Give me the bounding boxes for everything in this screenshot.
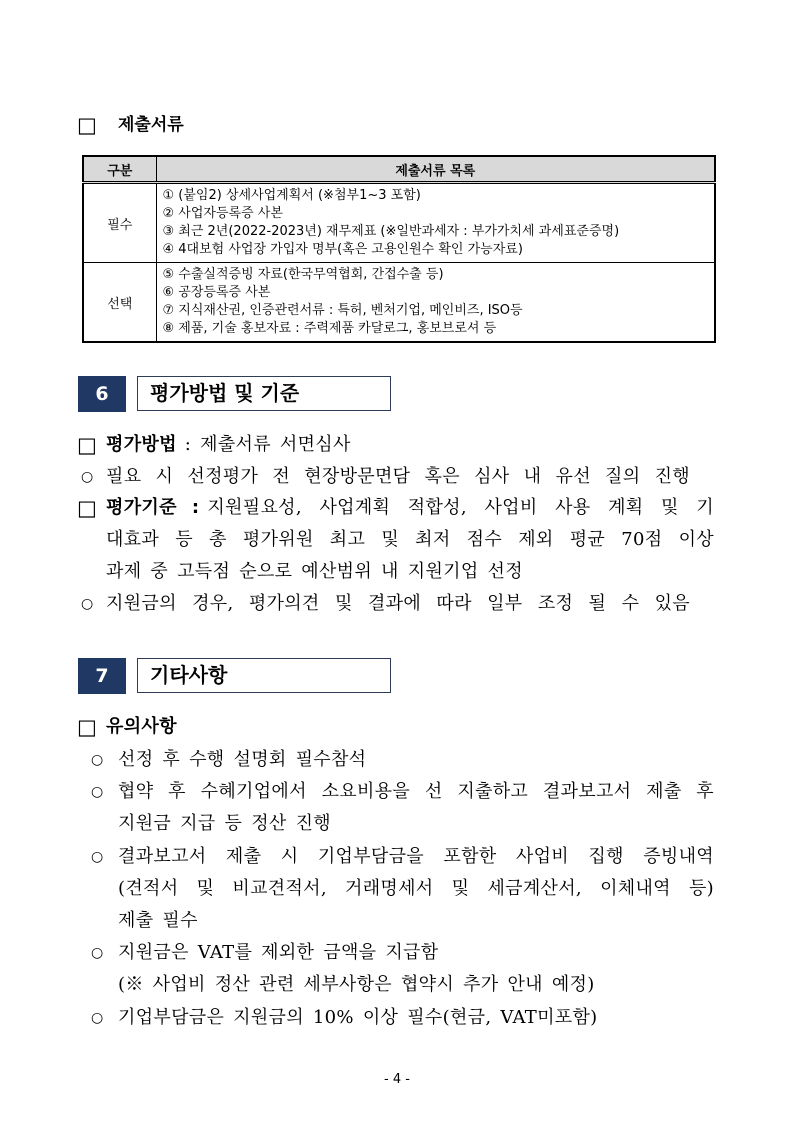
circle-bullet-icon: ○ (91, 849, 104, 865)
list-item: ③ 최근 2년(2022-2023년) 재무제표 (※일반과세자 : 부가가치세 과세표준증명) (162, 224, 620, 239)
evaluation-method-line (106, 433, 351, 457)
evaluation-criteria-line (106, 496, 714, 520)
evaluation-criteria-line: 대효과 등 총 평가위원 최고 및 최저 점수 제외 평균 70점 이상 (106, 529, 714, 550)
list-item: ④ 4대보험 사업장 가입자 명부(혹은 고용인원수 확인 가능자료) (162, 242, 523, 257)
checkbox-bullet-icon: □ (77, 715, 97, 739)
list-item: ⑧ 제품, 기술 홍보자료 : 주력제품 카달로그, 홍보브로셔 등 (162, 321, 497, 336)
submission-documents-table (82, 155, 716, 343)
table-cell-items (156, 263, 715, 343)
list-item: ① (붙임2) 상세사업계획서 (※첨부1~3 포함) (162, 188, 421, 203)
notice-item-line: 선정 후 수행 설명회 필수참석 (118, 749, 367, 770)
evaluation-method-text: : 제출서류 서면심사 (184, 434, 351, 455)
table-header-list: 제출서류 목록 (156, 156, 715, 183)
evaluation-criteria-label: 평가기준 : (106, 497, 200, 518)
table-cell-category: 필수 (83, 183, 156, 263)
table-row-required (83, 183, 715, 263)
evaluation-method-label: 평가방법 (106, 434, 177, 455)
section-7-title: 기타사항 (137, 658, 391, 693)
section-6-title: 평가방법 및 기준 (137, 376, 391, 411)
section-6-number-badge: 6 (78, 376, 126, 412)
notice-item-line: (견적서 및 비교견적서, 거래명세서 및 세금계산서, 이체내역 등) (118, 878, 714, 899)
evaluation-criteria-line: 과제 중 고득점 순으로 예산범위 내 지원기업 선정 (106, 561, 523, 582)
table-header-category: 구분 (83, 156, 156, 183)
circle-bullet-icon: ○ (91, 752, 104, 768)
notice-heading (106, 715, 185, 739)
evaluation-method-note: 필요 시 선정평가 전 현장방문면담 혹은 심사 내 유선 질의 진행 (106, 466, 690, 487)
section-7-number-badge: 7 (78, 658, 126, 694)
checkbox-bullet-icon: □ (77, 433, 97, 457)
list-item: ② 사업자등록증 사본 (162, 206, 283, 221)
notice-item-line: 지원금은 VAT를 제외한 금액을 지급함 (118, 942, 439, 963)
list-item: ⑦ 지식재산권, 인증관련서류 : 특허, 벤처기업, 메인비즈, ISO등 (162, 303, 523, 318)
table-cell-items (156, 183, 715, 263)
notice-item-line: 기업부담금은 지원금의 10% 이상 필수(현금, VAT미포함) (118, 1007, 598, 1028)
notice-item-line: 결과보고서 제출 시 기업부담금을 포함한 사업비 집행 증빙내역 (118, 846, 714, 867)
circle-bullet-icon: ○ (91, 945, 104, 961)
notice-item-line: 협약 후 수혜기업에서 소요비용을 선 지출하고 결과보고서 제출 후 (118, 781, 714, 802)
list-item: ⑥ 공장등록증 사본 (162, 285, 271, 300)
circle-bullet-icon: ○ (81, 469, 94, 485)
notice-item-line: 지원금 지급 등 정산 진행 (118, 813, 331, 834)
evaluation-criteria-note: 지원금의 경우, 평가의견 및 결과에 따라 일부 조정 될 수 있음 (106, 593, 690, 614)
table-row-optional (83, 263, 715, 343)
checkbox-bullet-icon: □ (77, 113, 97, 137)
circle-bullet-icon: ○ (91, 1010, 104, 1026)
notice-item-line: (※ 사업비 정산 관련 세부사항은 협약시 추가 안내 예정) (118, 974, 595, 995)
checkbox-bullet-icon: □ (77, 496, 97, 520)
notice-label: 유의사항 (106, 716, 177, 737)
circle-bullet-icon: ○ (91, 784, 104, 800)
page-number: - 4 - (384, 1072, 410, 1087)
circle-bullet-icon: ○ (81, 596, 94, 612)
table-cell-category: 선택 (83, 263, 156, 343)
list-item: ⑤ 수출실적증빙 자료(한국무역협회, 간접수출 등) (162, 267, 444, 282)
notice-item-line: 제출 필수 (118, 910, 198, 931)
table-header-row (83, 156, 715, 183)
submission-heading: 제출서류 (118, 115, 184, 135)
evaluation-criteria-text: 지원필요성, 사업계획 적합성, 사업비 사용 계획 및 기 (207, 497, 714, 518)
